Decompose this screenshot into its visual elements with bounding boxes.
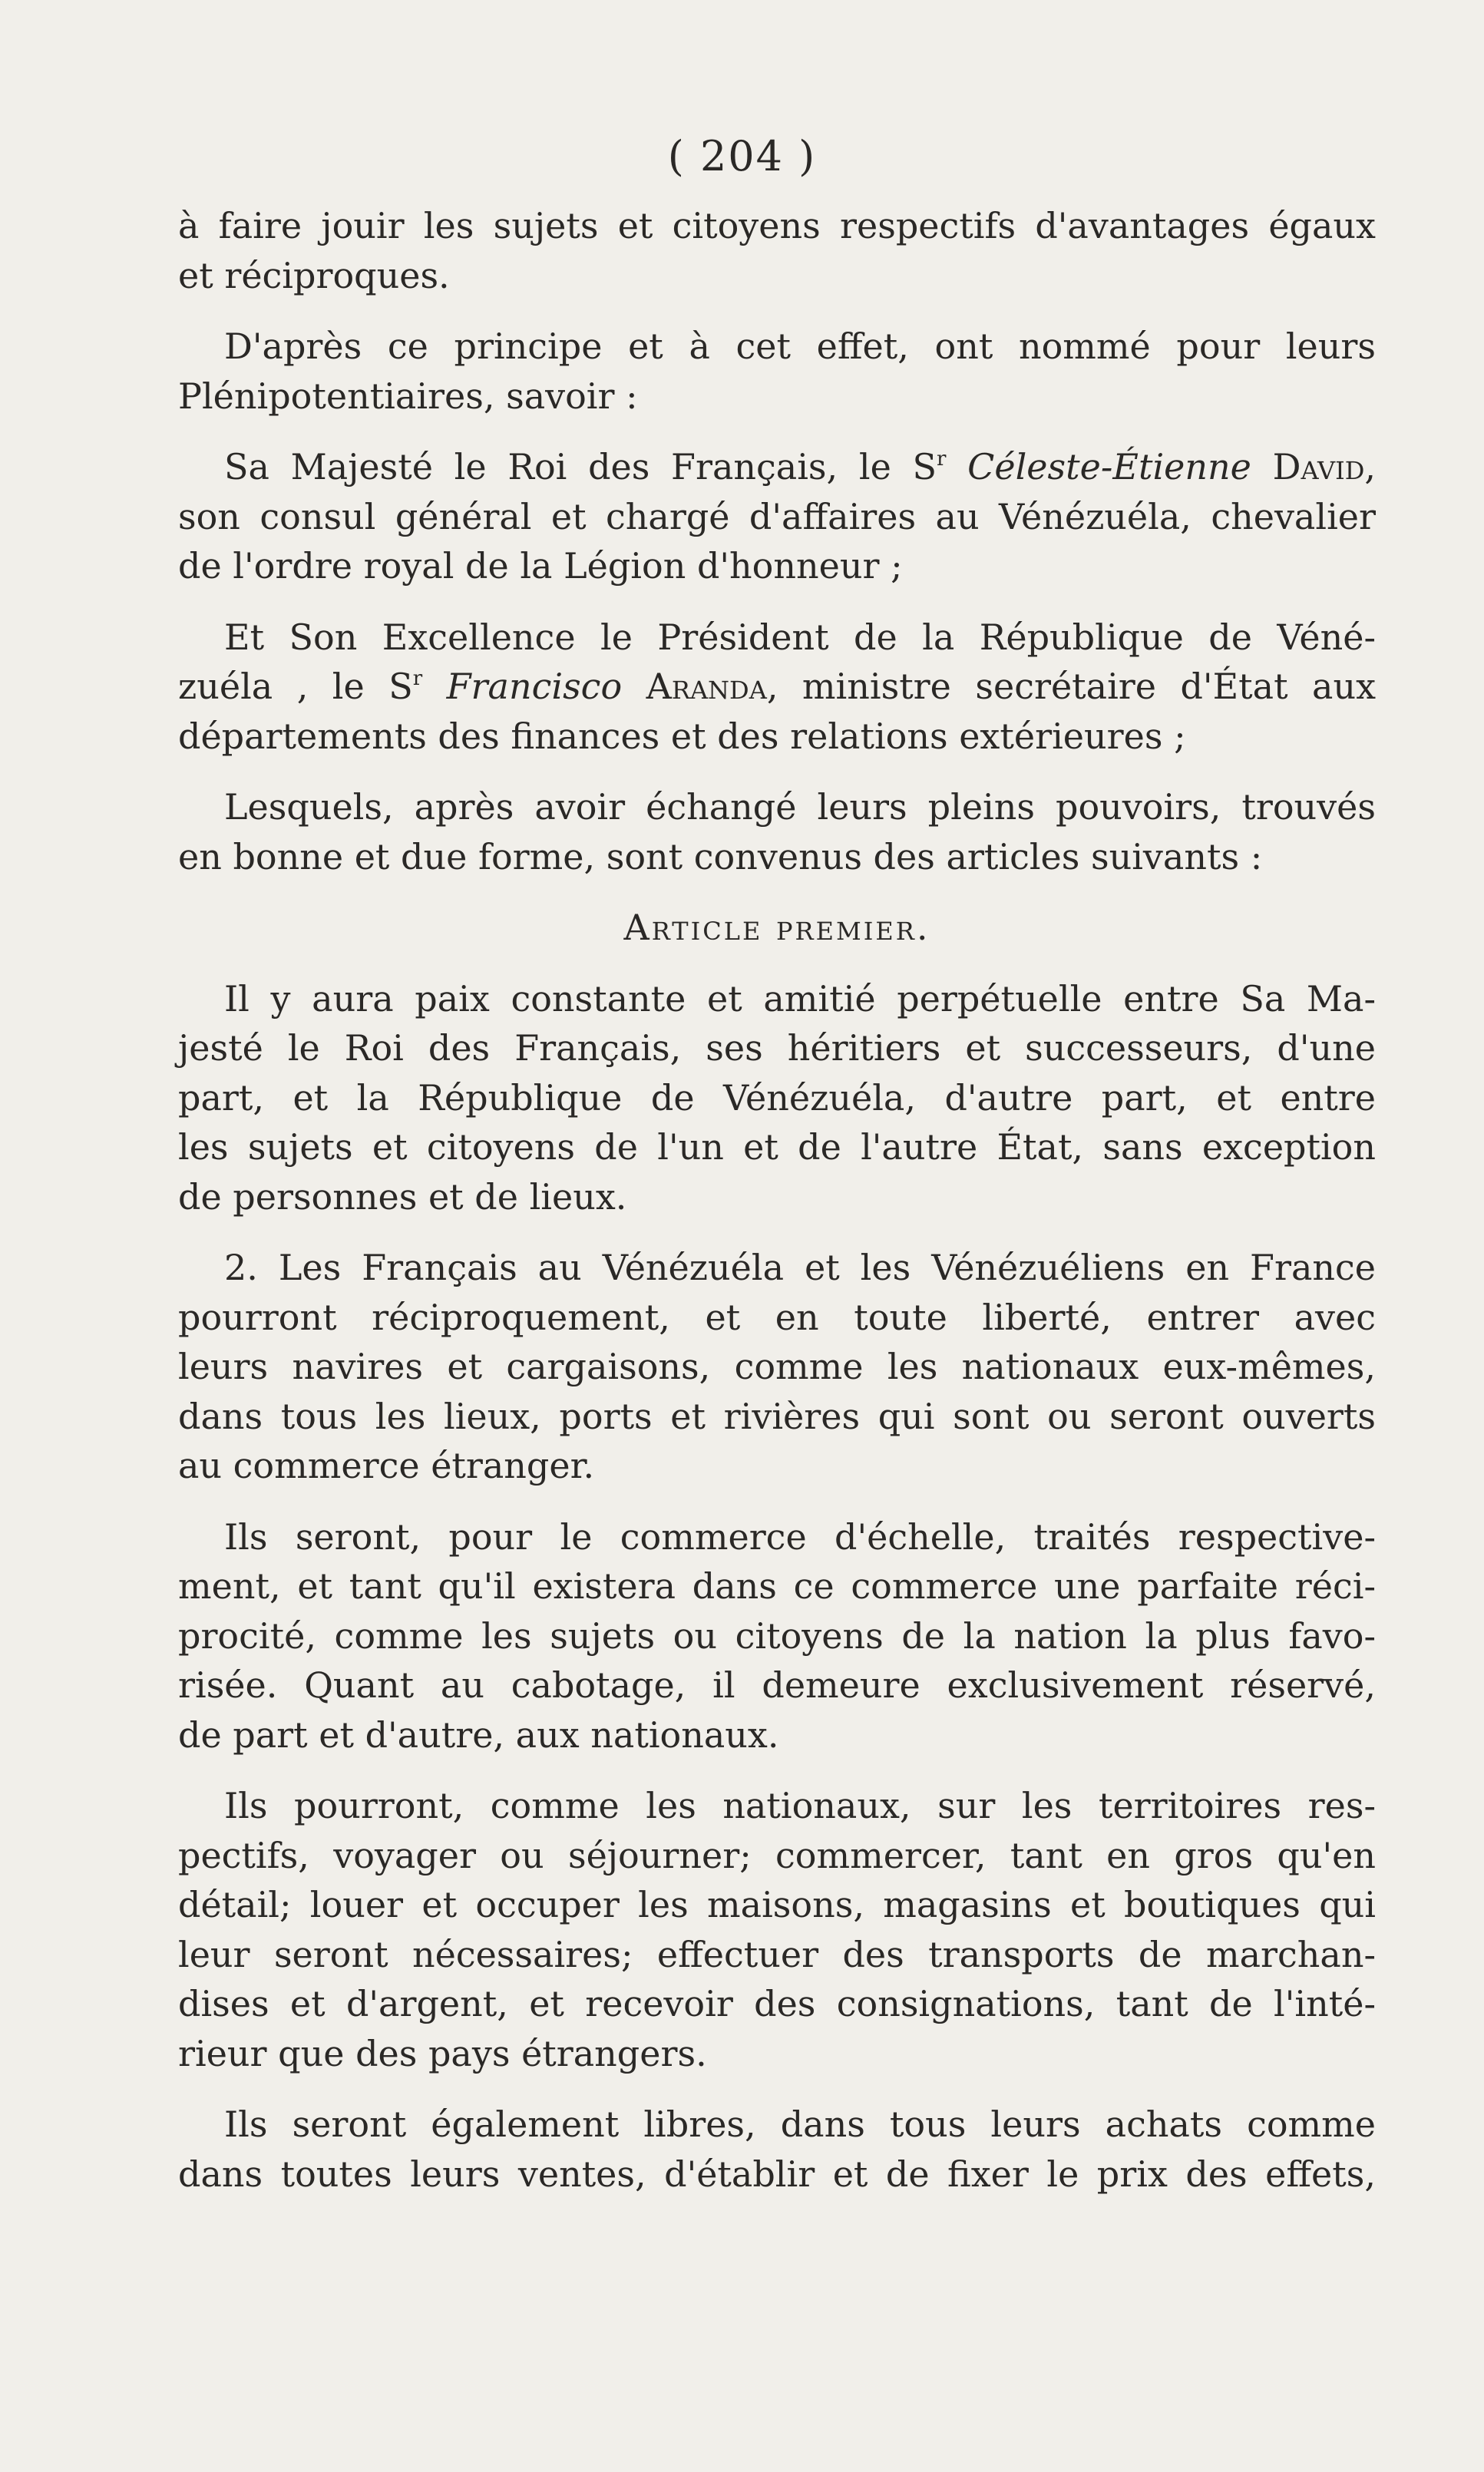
italic-name: Céleste-Étienne	[967, 446, 1251, 487]
text-line: en bonne et due forme, sont convenus des articles suivants :	[178, 835, 1263, 877]
text-line: et réciproques.	[178, 254, 450, 296]
text-line: risée. Quant au cabotage, il demeure exclusivement réservé,	[178, 1664, 1376, 1706]
text-line: Il y aura paix constante et amitié perpétuelle entre Sa Ma-	[224, 977, 1376, 1020]
text-line: de part et d'autre, aux nationaux.	[178, 1714, 779, 1756]
text-line: de personnes et de lieux.	[178, 1175, 627, 1218]
text-line: de l'ordre royal de la Légion d'honneur ;	[178, 545, 903, 587]
small-caps-surname: Aranda	[646, 666, 767, 707]
text-line: Plénipotentiaires, savoir :	[178, 375, 638, 417]
text-line: son consul général et chargé d'affaires au Vénézuéla, chevalier	[178, 495, 1376, 537]
text-line	[178, 442, 1376, 492]
text-line: départements des finances et des relations extérieures ;	[178, 715, 1186, 757]
text-line: à faire jouir les sujets et citoyens respectifs d'avantages égaux	[178, 205, 1376, 246]
text-line: Ils seront également libres, dans tous leurs achats comme	[224, 2104, 1376, 2145]
text-line: Ils pourront, comme les nationaux, sur les territoires res-	[224, 1785, 1376, 1826]
text-line: dans toutes leurs ventes, d'établir et de fixer le prix des effets,	[178, 2153, 1376, 2195]
text-line	[178, 662, 1376, 712]
paragraph-article-1	[178, 974, 1376, 1222]
article-heading: Article premier.	[623, 907, 930, 948]
paragraph-8	[178, 1512, 1376, 1760]
text-line: part, et la République de Vénézuéla, d'autre part, et entre	[178, 1076, 1376, 1119]
text-run: , ministre secrétaire d'État aux	[766, 666, 1377, 707]
paragraph-9	[178, 1781, 1376, 2078]
body-text	[178, 201, 1376, 2220]
text-line: Lesquels, après avoir échangé leurs pleins pouvoirs, trouvés	[224, 786, 1376, 828]
text-line: au commerce étranger.	[178, 1445, 595, 1486]
paragraph-4-plenipotentiary-venezuela	[178, 613, 1376, 762]
text-run: ,	[1364, 446, 1377, 487]
text-line: les sujets et citoyens de l'un et de l'autre État, sans exception	[178, 1126, 1376, 1168]
text-line: leur seront nécessaires; effectuer des transports de marchan-	[178, 1933, 1376, 1975]
text-line: procité, comme les sujets ou citoyens de la nation la plus favo-	[178, 1614, 1376, 1657]
text-line: pectifs, voyager ou séjourner; commercer, tant en gros qu'en	[178, 1834, 1376, 1876]
text-line: Et Son Excellence le Président de la République de Véné-	[224, 616, 1376, 658]
small-caps-surname: David	[1272, 446, 1365, 487]
page-number: ( 204 )	[667, 132, 817, 180]
text-line: détail; louer et occuper les maisons, magasins et boutiques qui	[178, 1884, 1376, 1925]
text-line: ment, et tant qu'il existera dans ce commerce une parfaite réci-	[178, 1565, 1376, 1607]
text-line: jesté le Roi des Français, ses héritiers et successeurs, d'une	[178, 1027, 1376, 1069]
text-run: Sa Majesté le Roi des Français, le S	[224, 446, 937, 487]
paragraph-2	[178, 322, 1376, 421]
italic-name: Francisco	[446, 666, 623, 707]
superscript: r	[412, 667, 423, 690]
text-line: 2. Les Français au Vénézuéla et les Vénézuéliens en France	[224, 1247, 1376, 1288]
text-line: D'après ce principe et à cet effet, ont nommé pour leurs	[224, 326, 1376, 367]
text-line: leurs navires et cargaisons, comme les nationaux eux-mêmes,	[178, 1346, 1376, 1387]
text-line: pourront réciproquement, et en toute liberté, entrer avec	[178, 1296, 1376, 1338]
text-line: rieur que des pays étrangers.	[178, 2032, 707, 2074]
paragraph-1	[178, 201, 1376, 300]
text-run: zuéla , le S	[178, 666, 413, 707]
text-line: Ils seront, pour le commerce d'échelle, traités respective-	[224, 1515, 1376, 1558]
paragraph-10	[178, 2100, 1376, 2199]
text-line: dises et d'argent, et recevoir des consignations, tant de l'inté-	[178, 1983, 1376, 2024]
superscript: r	[937, 448, 947, 471]
paragraph-5	[178, 782, 1376, 881]
paragraph-article-2	[178, 1243, 1376, 1491]
text-line: dans tous les lieux, ports et rivières qui sont ou seront ouverts	[178, 1395, 1376, 1437]
paragraph-3-plenipotentiary-france	[178, 442, 1376, 591]
